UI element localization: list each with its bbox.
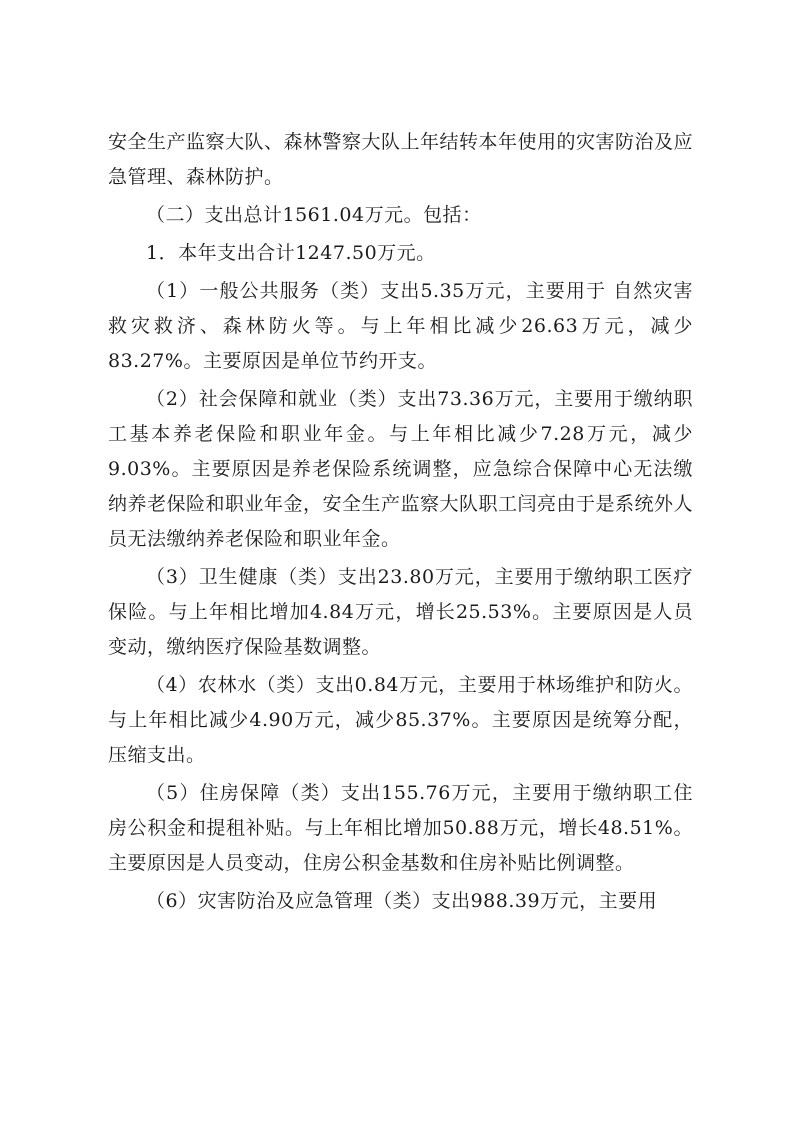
paragraph-agriculture-forestry-water: （4）农林水（类）支出0.84万元，主要用于林场维护和防火。与上年相比减少4.90万元，减少85.37%。主要原因是统筹分配，压缩支出。 xyxy=(108,674,693,766)
paragraph-housing-security: （5）住房保障（类）支出155.76万元，主要用于缴纳职工住房公积金和提租补贴。与上年相比增加50.88万元，增长48.51%。主要原因是人员变动，住房公积金基数和住房补贴比例调整。 xyxy=(108,782,693,874)
paragraph-disaster-prevention: （6）灾害防治及应急管理（类）支出988.39万元，主要用 xyxy=(146,890,658,912)
section-heading-expenditure-total: （二）支出总计1561.04万元。包括： xyxy=(146,204,482,226)
document-body xyxy=(108,125,693,922)
paragraph-general-public-services: （1）一般公共服务（类）支出5.35万元，主要用于 自然灾害救灾救济、森林防火等。与上年相比减少26.63万元，减少83.27%。主要原因是单位节约开支。 xyxy=(108,280,693,372)
item-annual-expenditure-total: 1．本年支出合计1247.50万元。 xyxy=(146,242,436,264)
paragraph-continuation: 安全生产监察大队、森林警察大队上年结转本年使用的灾害防治及应急管理、森林防护。 xyxy=(108,131,694,188)
paragraph-social-security-employment: （2）社会保障和就业（类）支出73.36万元，主要用于缴纳职工基本养老保险和职业年金。与上年相比减少7.28万元，减少9.03%。主要原因是养老保险系统调整，应急综合保障中心无法缴纳养老保险和职业年金，安全生产监察大队职工闫亮由于是系统外人员无法缴纳养老保险和职业年金。 xyxy=(108,388,694,550)
paragraph-health: （3）卫生健康（类）支出23.80万元，主要用于缴纳职工医疗保险。与上年相比增加4.84万元，增长25.53%。主要原因是人员变动，缴纳医疗保险基数调整。 xyxy=(108,566,693,658)
